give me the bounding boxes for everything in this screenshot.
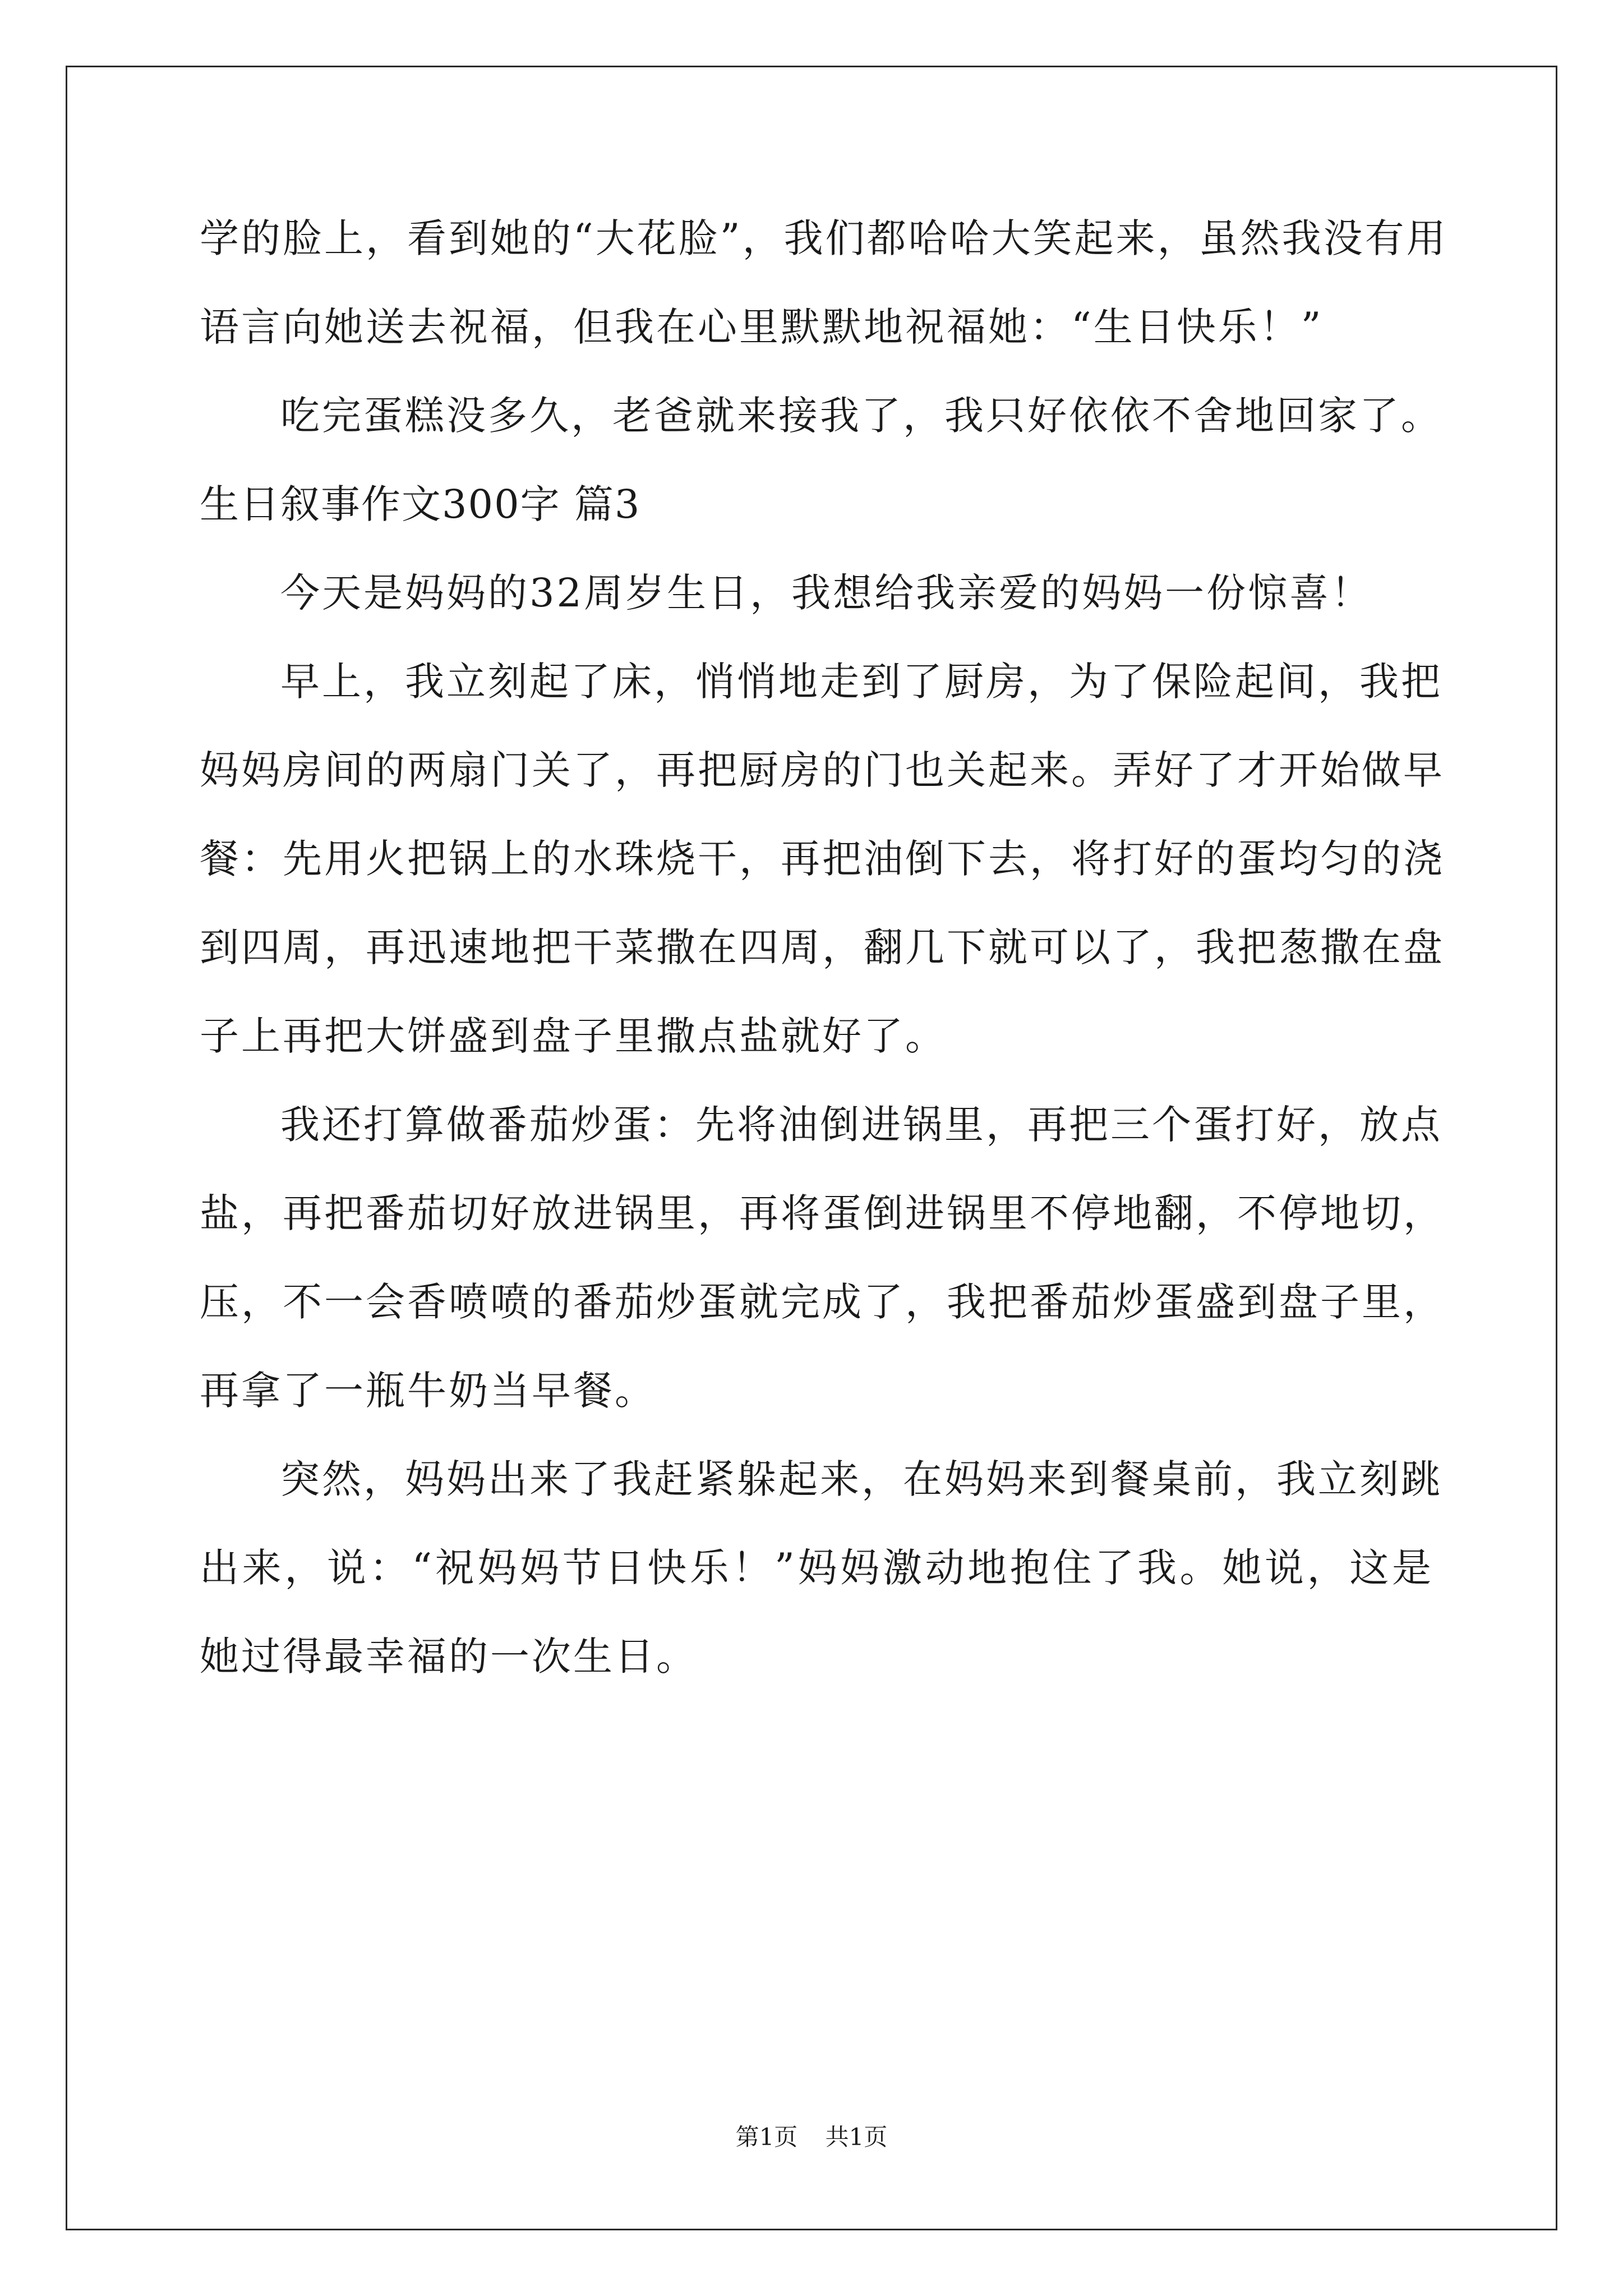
paragraph-line: 压，不一会香喷喷的番茄炒蛋就完成了，我把番茄炒蛋盛到盘子里， [200,1279,1445,1325]
paragraph-line: 今天是妈妈的32周岁生日，我想给我亲爱的妈妈一份惊喜！ [280,570,1373,616]
paragraph-line: 盐，再把番茄切好放进锅里，再将蛋倒进锅里不停地翻，不停地切， [200,1190,1445,1236]
paragraph-line: 语言向她送去祝福，但我在心里默默地祝福她：“生日快乐！” [200,304,1324,350]
paragraph-line: 突然，妈妈出来了我赶紧躲起来，在妈妈来到餐桌前，我立刻跳 [280,1456,1442,1502]
page-total: 共1页 [825,2123,888,2151]
paragraph-line: 我还打算做番茄炒蛋：先将油倒进锅里，再把三个蛋打好，放点 [280,1102,1442,1148]
paragraph-line: 吃完蛋糕没多久，老爸就来接我了，我只好依依不舍地回家了。 [280,393,1442,439]
paragraph-line: 早上，我立刻起了床，悄悄地走到了厨房，为了保险起间，我把 [280,659,1442,705]
section-heading: 生日叙事作文300字 篇3 [200,481,641,527]
paragraph-line: 再拿了一瓶牛奶当早餐。 [200,1368,656,1414]
page-number: 第1页 [735,2123,798,2151]
paragraph-line: 出来，说：“祝妈妈节日快乐！”妈妈激动地抱住了我。她说，这是 [200,1545,1433,1591]
paragraph-line: 妈妈房间的两扇门关了，再把厨房的门也关起来。弄好了才开始做早 [200,747,1445,793]
paragraph-line: 她过得最幸福的一次生日。 [200,1634,698,1680]
paragraph-line: 到四周，再迅速地把干菜撒在四周，翻几下就可以了，我把葱撒在盘 [200,924,1445,970]
paragraph-line: 学的脸上，看到她的“大花脸”，我们都哈哈大笑起来，虽然我没有用 [200,215,1448,261]
paragraph-line: 子上再把大饼盛到盘子里撒点盐就好了。 [200,1013,947,1059]
page-footer [0,2120,1623,2154]
paragraph-line: 餐：先用火把锅上的水珠烧干，再把油倒下去，将打好的蛋均匀的浇 [200,836,1445,882]
